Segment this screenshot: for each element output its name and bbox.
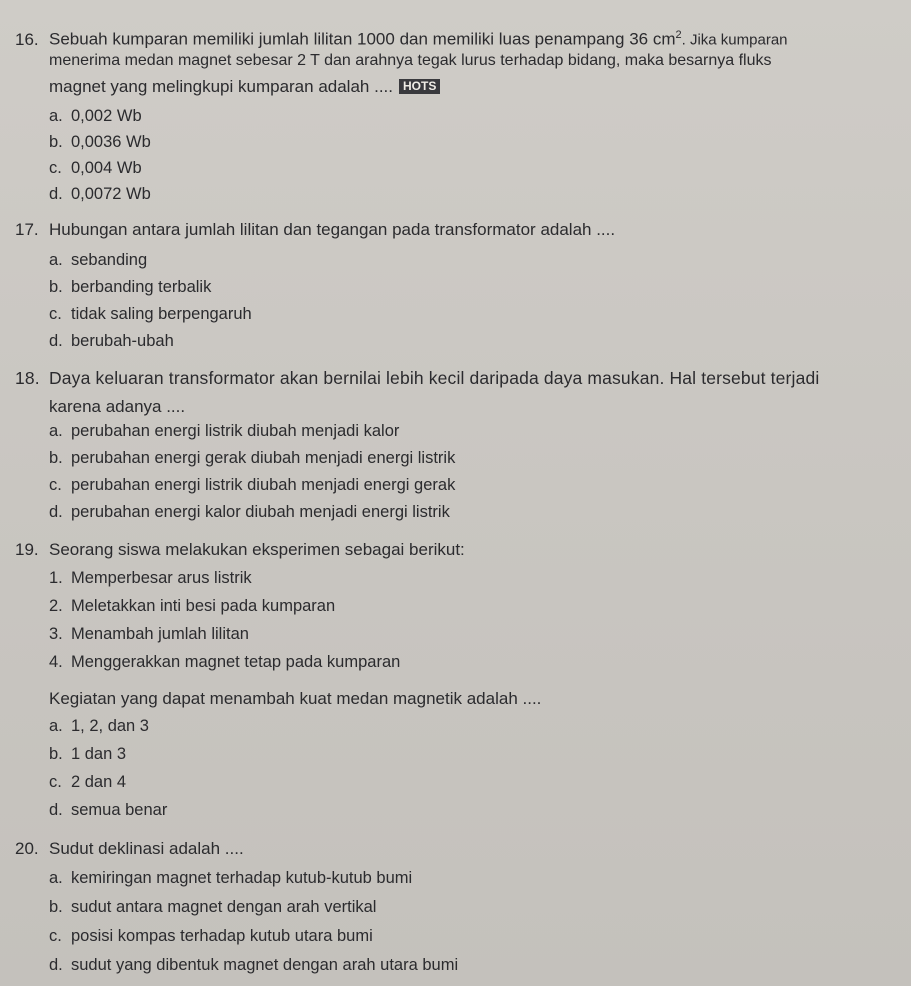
step-text: Menggerakkan magnet tetap pada kumparan: [71, 653, 401, 671]
option-18c: [49, 473, 455, 497]
option-16b: [49, 130, 151, 154]
option-letter: d.: [49, 332, 63, 350]
question-text: Hubungan antara jumlah lilitan dan tegangan pada transformator adalah ....: [49, 220, 616, 239]
question-18-line1: [15, 365, 819, 391]
option-letter: b.: [49, 133, 63, 151]
step-2: [49, 594, 335, 618]
step-text: Meletakkan inti besi pada kumparan: [71, 597, 336, 615]
option-text: sudut yang dibentuk magnet dengan arah utara bumi: [71, 956, 459, 974]
question-text: Daya keluaran transformator akan bernilai lebih kecil daripada daya masukan. Hal tersebut terjadi: [49, 368, 820, 388]
question-19-line1: [15, 537, 465, 563]
option-20a: [49, 866, 412, 890]
option-text: semua benar: [71, 801, 168, 819]
option-text: 1 dan 3: [71, 745, 127, 763]
option-16d: [49, 182, 151, 206]
option-text: 0,0072 Wb: [71, 185, 151, 203]
question-text: Sebuah kumparan memiliki jumlah lilitan 1000 dan memiliki luas penampang 36 cm: [49, 29, 676, 49]
option-letter: a.: [49, 717, 63, 735]
question-16-line3: [49, 74, 440, 100]
option-text: 0,004 Wb: [71, 159, 142, 177]
option-text: 0,0036 Wb: [71, 133, 151, 151]
option-text: 1, 2, dan 3: [71, 717, 149, 735]
step-number: 4.: [49, 653, 63, 671]
option-letter: a.: [49, 107, 63, 125]
option-text: posisi kompas terhadap kutub utara bumi: [71, 927, 373, 945]
option-letter: a.: [49, 251, 63, 269]
question-number: 18.: [15, 368, 40, 388]
option-text: perubahan energi listrik diubah menjadi kalor: [71, 422, 400, 440]
question-20-line1: [15, 836, 244, 862]
option-letter: c.: [49, 476, 62, 494]
option-17d: [49, 329, 174, 353]
option-20b: [49, 895, 376, 919]
question-17-line1: [15, 217, 615, 243]
step-number: 3.: [49, 625, 63, 643]
question-number: 19.: [15, 540, 39, 559]
option-19d: [49, 798, 167, 822]
option-text: perubahan energi gerak diubah menjadi energi listrik: [71, 449, 456, 467]
question-19-question: Kegiatan yang dapat menambah kuat medan magnetik adalah ....: [49, 689, 542, 708]
option-text: sebanding: [71, 251, 148, 269]
option-letter: b.: [49, 278, 63, 296]
option-letter: d.: [49, 801, 63, 819]
option-letter: c.: [49, 159, 62, 177]
option-letter: d.: [49, 956, 63, 974]
hots-badge: HOTS: [399, 79, 440, 94]
question-text: Seorang siswa melakukan eksperimen sebagai berikut:: [49, 540, 465, 559]
option-letter: b.: [49, 449, 63, 467]
option-text: sudut antara magnet dengan arah vertikal: [71, 898, 377, 916]
option-letter: d.: [49, 185, 63, 203]
option-19c: [49, 770, 126, 794]
option-16c: [49, 156, 142, 180]
option-text: kemiringan magnet terhadap kutub-kutub bumi: [71, 869, 413, 887]
option-18d: [49, 500, 450, 524]
superscript: 2: [675, 29, 682, 41]
step-1: [49, 566, 252, 590]
option-letter: c.: [49, 305, 62, 323]
option-text: 2 dan 4: [71, 773, 127, 791]
option-letter: d.: [49, 503, 63, 521]
option-18a: [49, 419, 399, 443]
option-17a: [49, 248, 147, 272]
question-text: magnet yang melingkupi kumparan adalah ....: [49, 77, 393, 96]
option-text: 0,002 Wb: [71, 107, 142, 125]
option-letter: c.: [49, 927, 62, 945]
option-20d: [49, 953, 458, 977]
question-16-line2: menerima medan magnet sebesar 2 T dan arahnya tegak lurus terhadap bidang, maka besarnya fluks: [49, 52, 772, 69]
option-19b: [49, 742, 126, 766]
step-number: 2.: [49, 597, 63, 615]
option-letter: c.: [49, 773, 62, 791]
option-text: berbanding terbalik: [71, 278, 212, 296]
question-number: 16.: [15, 29, 39, 49]
option-letter: b.: [49, 745, 63, 763]
step-number: 1.: [49, 569, 63, 587]
question-number: 17.: [15, 220, 39, 239]
option-text: perubahan energi listrik diubah menjadi energi gerak: [71, 476, 456, 494]
option-letter: b.: [49, 898, 63, 916]
option-19a: [49, 714, 149, 738]
question-text: Sudut deklinasi adalah ....: [49, 839, 244, 858]
option-text: berubah-ubah: [71, 332, 174, 350]
question-number: 20.: [15, 839, 39, 858]
option-17b: [49, 275, 211, 299]
option-letter: a.: [49, 869, 63, 887]
option-text: tidak saling berpengaruh: [71, 305, 252, 323]
step-4: [49, 650, 400, 674]
step-text: Menambah jumlah lilitan: [71, 625, 249, 643]
option-17c: [49, 302, 252, 326]
option-text: perubahan energi kalor diubah menjadi energi listrik: [71, 503, 450, 521]
option-18b: [49, 446, 455, 470]
step-text: Memperbesar arus listrik: [71, 569, 252, 587]
option-20c: [49, 924, 373, 948]
question-18-line2: karena adanya ....: [49, 397, 186, 416]
step-3: [49, 622, 249, 646]
question-text-tail: . Jika kumparan: [681, 31, 788, 49]
option-16a: [49, 104, 142, 128]
option-letter: a.: [49, 422, 63, 440]
